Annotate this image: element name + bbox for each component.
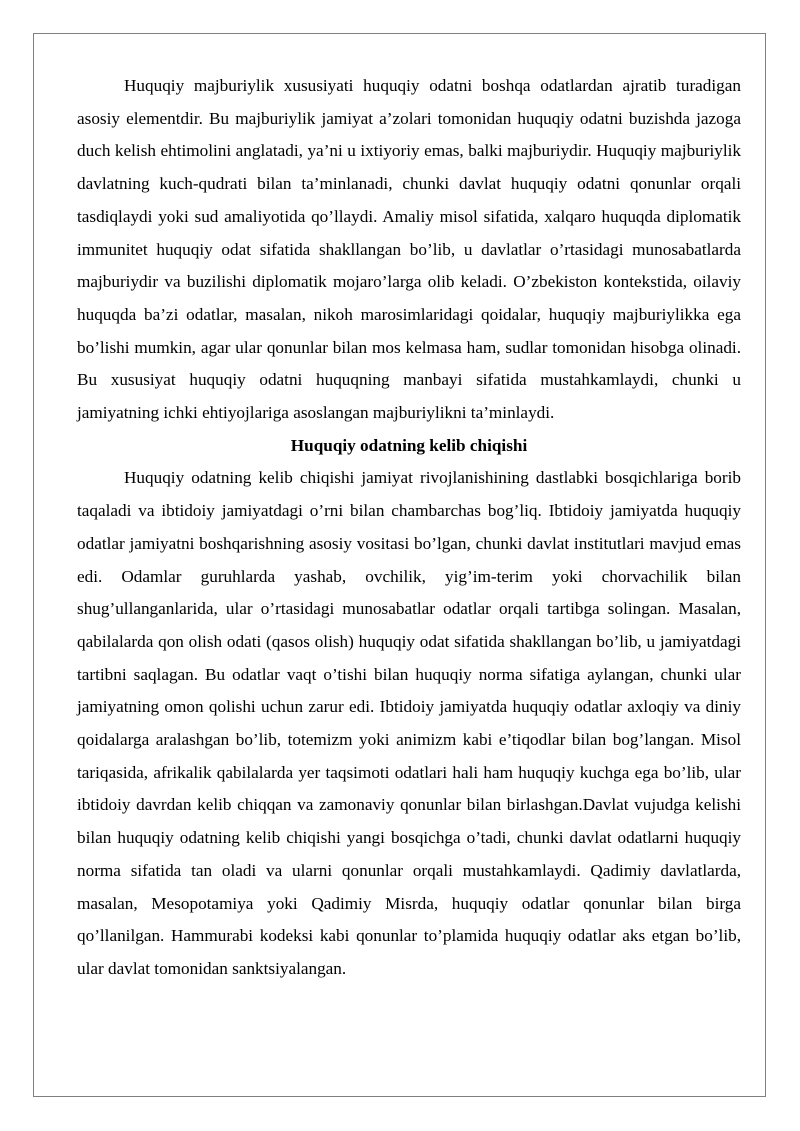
paragraph-legal-obligation: Huquqiy majburiylik xususiyati huquqiy odatni boshqa odatlardan ajratib turadigan asosiy elementdir. Bu majburiylik jamiyat a’zolari tomonidan huquqiy odatni buzishda jazoga duch kelish ehtimolini anglatadi, ya’ni u ixtiyoriy emas, balki majburiydir. Huquqiy majburiylik davlatning kuch-qudrati bilan ta’minlanadi, chunki davlat huquqiy odatni qonunlar orqali tasdiqlaydi yoki sud amaliyotida qo’llaydi. Amaliy misol sifatida, xalqaro huquqda diplomatik immunitet huquqiy odat sifatida shakllangan bo’lib, u davlatlar o’rtasidagi munosabatlarda majburiydir va buzilishi diplomatik mojaro’larga olib keladi. O’zbekiston kontekstida, oilaviy huquqda ba’zi odatlar, masalan, nikoh marosimlaridagi qoidalar, huquqiy majburiylikka ega bo’lishi mumkin, agar ular qonunlar bilan mos kelmasa ham, sudlar tomonidan hisobga olinadi. Bu xususiyat huquqiy odatni huquqning manbayi sifatida mustahkamlaydi, chunki u jamiyatning ichki ehtiyojlariga asoslangan majburiylikni ta’minlaydi. [77,76,741,423]
document-body [77,70,741,986]
section-heading: Huquqiy odatning kelib chiqishi [290,435,528,455]
paragraph-origin: Huquqiy odatning kelib chiqishi jamiyat rivojlanishining dastlabki bosqichlariga borib taqaladi va ibtidoiy jamiyatdagi o’rni bilan chambarchas bog’liq. Ibtidoiy jamiyatda huquqiy odatlar jamiyatni boshqarishning asosiy vositasi bo’lgan, chunki davlat institutlari mavjud emas edi. Odamlar guruhlarda yashab, ovchilik, yig’im-terim yoki chorvachilik bilan shug’ullanganlarida, ular o’rtasidagi munosabatlar odatlar orqali tartibga solingan. Masalan, qabilalarda qon olish odati (qasos olish) huquqiy odat sifatida shakllangan bo’lib, u jamiyatdagi tartibni saqlagan. Bu odatlar vaqt o’tishi bilan huquqiy norma sifatiga aylangan, chunki ular jamiyatning omon qolishi uchun zarur edi. Ibtidoiy jamiyatda huquqiy odatlar axloqiy va diniy qoidalarga aralashgan bo’lib, totemizm yoki animizm kabi e’tiqodlar bilan bog’langan. Misol tariqasida, afrikalik qabilalarda yer taqsimoti odatlari hali ham huquqiy kuchga ega bo’lib, ular ibtidoiy davrdan kelib chiqqan va zamonaviy qonunlar bilan birlashgan.Davlat vujudga kelishi bilan huquqiy odatning kelib chiqishi yangi bosqichga o’tadi, chunki davlat odatlarni huquqiy norma sifatida tan oladi va ularni qonunlar orqali mustahkamlaydi. Qadimiy davlatlarda, masalan, Mesopotamiya yoki Qadimiy Misrda, huquqiy odatlar qonunlar bilan birga qo’llanilgan. Hammurabi kodeksi kabi qonunlar to’plamida huquqiy odatlar aks etgan bo’lib, ular davlat tomonidan sanktsiyalangan. [77,468,741,978]
